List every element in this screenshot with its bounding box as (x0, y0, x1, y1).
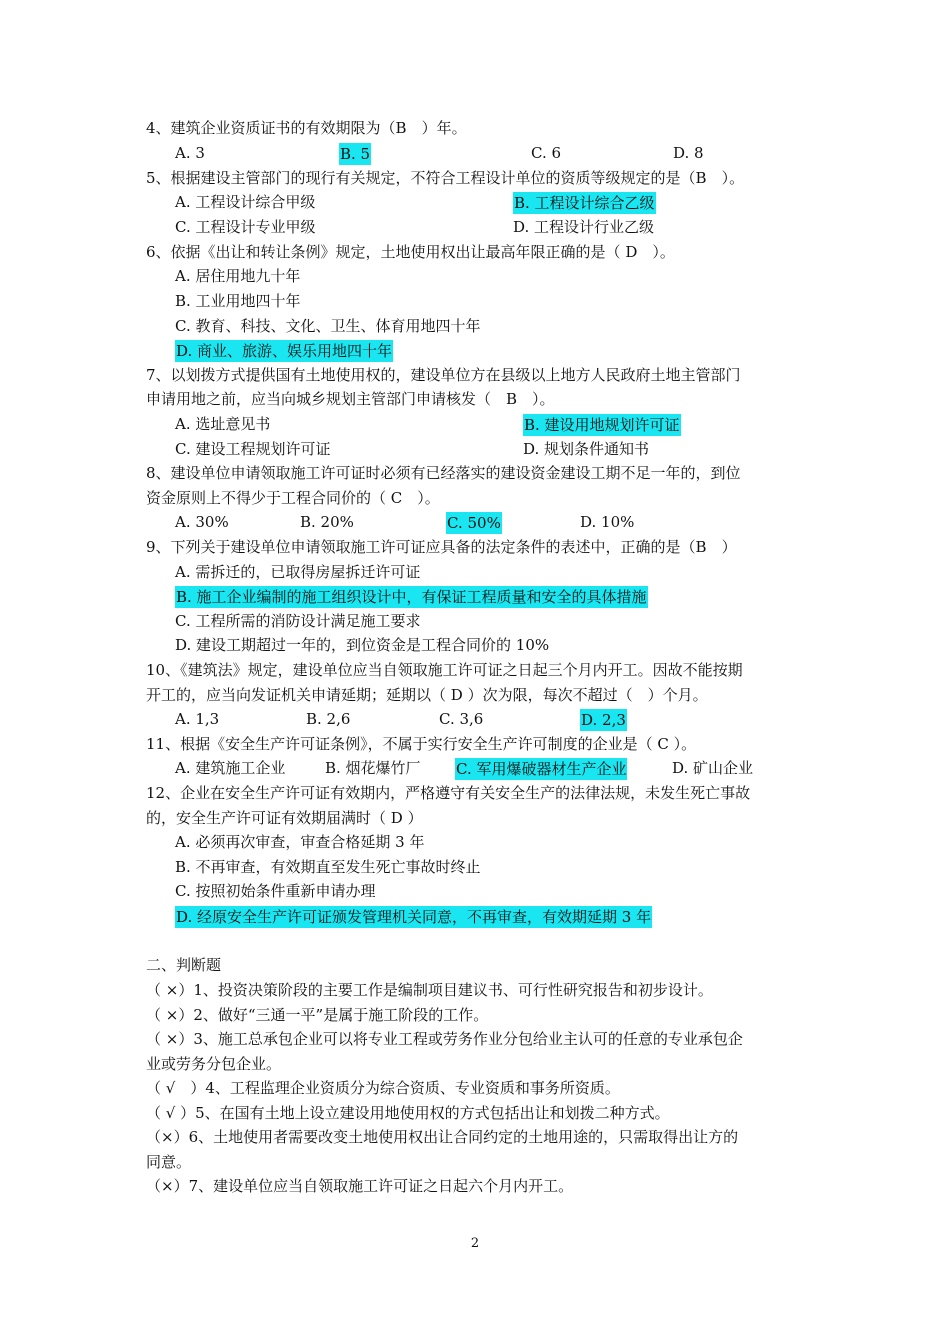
question-12-stem-line-2: 的，安全生产许可证有效期届满时（ D ） (146, 809, 423, 827)
question-7-stem-line-2: 申请用地之前，应当向城乡规划主管部门申请核发（ B ）。 (146, 390, 555, 408)
q7-option-d: D. 规划条件通知书 (523, 440, 650, 458)
q5-option-d: D. 工程设计行业乙级 (513, 218, 655, 236)
question-8-stem-line-1: 8、建设单位申请领取施工许可证时必须有已经落实的建设资金建设工期不足一年的，到位 (146, 464, 741, 482)
judgment-4: （ √ ）4、工程监理企业资质分为综合资质、专业资质和事务所资质。 (146, 1079, 620, 1097)
q10-option-d-highlighted: D. 2,3 (581, 711, 626, 729)
q11-option-c-highlighted: C. 军用爆破器材生产企业 (456, 760, 627, 778)
q6-option-b: B. 工业用地四十年 (175, 292, 301, 310)
q6-option-a: A. 居住用地九十年 (175, 267, 301, 285)
q12-option-b: B. 不再审查，有效期直至发生死亡事故时终止 (175, 858, 481, 876)
q11-option-d: D. 矿山企业 (672, 759, 754, 777)
question-8-stem-line-2: 资金原则上不得少于工程合同价的（ C ）。 (146, 489, 440, 507)
q7-option-a: A. 选址意见书 (175, 415, 271, 433)
q6-option-c: C. 教育、科技、文化、卫生、体育用地四十年 (175, 317, 481, 335)
q8-option-b: B. 20% (300, 513, 354, 531)
q7-option-c: C. 建设工程规划许可证 (175, 440, 331, 458)
q5-option-c: C. 工程设计专业甲级 (175, 218, 316, 236)
question-4-stem: 4、建筑企业资质证书的有效期限为（B ）年。 (146, 119, 467, 137)
question-10-stem-line-1: 10、《建筑法》规定，建设单位应当自领取施工许可证之日起三个月内开工。因故不能按期 (146, 661, 743, 679)
q10-option-b: B. 2,6 (306, 710, 351, 728)
judgment-1: （ ×）1、投资决策阶段的主要工作是编制项目建议书、可行性研究报告和初步设计。 (146, 981, 713, 999)
question-11-stem: 11、根据《安全生产许可证条例》，不属于实行安全生产许可制度的企业是（ C ）。 (146, 735, 697, 753)
q4-option-a: A. 3 (175, 144, 205, 162)
q5-option-a: A. 工程设计综合甲级 (175, 193, 316, 211)
q12-option-d-highlighted: D. 经原安全生产许可证颁发管理机关同意，不再审查，有效期延期 3 年 (176, 908, 652, 926)
judgment-3-line-1: （ ×）3、施工总承包企业可以将专业工程或劳务作业分包给业主认可的任意的专业承包企 (146, 1030, 743, 1048)
q6-option-d-highlighted: D. 商业、旅游、娱乐用地四十年 (176, 342, 393, 360)
q9-option-c: C. 工程所需的消防设计满足施工要求 (175, 612, 421, 630)
q12-option-c: C. 按照初始条件重新申请办理 (175, 882, 376, 900)
q10-option-c: C. 3,6 (439, 710, 484, 728)
q9-option-d: D. 建设工期超过一年的，到位资金是工程合同价的 10% (175, 636, 550, 654)
judgment-3-line-2: 业或劳务分包企业。 (146, 1055, 282, 1073)
q9-option-b-highlighted: B. 施工企业编制的施工组织设计中，有保证工程质量和安全的具体措施 (176, 588, 647, 606)
judgment-6-line-1: （×）6、土地使用者需要改变土地使用权出让合同约定的土地用途的，只需取得出让方的 (146, 1128, 739, 1146)
judgment-5: （ √ ）5、在国有土地上设立建设用地使用权的方式包括出让和划拨二种方式。 (146, 1104, 670, 1122)
q11-option-b: B. 烟花爆竹厂 (325, 759, 421, 777)
judgment-7: （×）7、建设单位应当自领取施工许可证之日起六个月内开工。 (146, 1177, 574, 1195)
section-title-judgment: 二、判断题 (146, 956, 222, 974)
q8-option-a: A. 30% (175, 513, 229, 531)
judgment-2: （ ×）2、做好“三通一平”是属于施工阶段的工作。 (146, 1006, 489, 1024)
page-number: 2 (470, 1236, 480, 1251)
q5-option-b-highlighted: B. 工程设计综合乙级 (514, 194, 655, 212)
q4-option-c: C. 6 (531, 144, 562, 162)
judgment-6-line-2: 同意。 (146, 1153, 192, 1171)
q8-option-c-highlighted: C. 50% (447, 514, 501, 532)
question-10-stem-line-2: 开工的，应当向发证机关申请延期；延期以（ D ）次为限，每次不超过（ ）个月。 (146, 686, 708, 704)
q4-option-d: D. 8 (673, 144, 704, 162)
question-9-stem: 9、下列关于建设单位申请领取施工许可证应具备的法定条件的表述中，正确的是（B ） (146, 538, 737, 556)
question-6-stem: 6、依据《出让和转让条例》规定，土地使用权出让最高年限正确的是（ D ）。 (146, 243, 675, 261)
question-7-stem-line-1: 7、以划拨方式提供国有土地使用权的，建设单位方在县级以上地方人民政府土地主管部门 (146, 366, 741, 384)
q8-option-d: D. 10% (580, 513, 635, 531)
q4-option-b-highlighted: B. 5 (340, 145, 371, 163)
q9-option-a: A. 需拆迁的，已取得房屋拆迁许可证 (175, 563, 421, 581)
question-12-stem-line-1: 12、企业在安全生产许可证有效期内，严格遵守有关安全生产的法律法规，未发生死亡事故 (146, 784, 751, 802)
q11-option-a: A. 建筑施工企业 (175, 759, 286, 777)
q10-option-a: A. 1,3 (175, 710, 220, 728)
q12-option-a: A. 必须再次审查，审查合格延期 3 年 (175, 833, 425, 851)
question-5-stem: 5、根据建设主管部门的现行有关规定，不符合工程设计单位的资质等级规定的是（B ）。 (146, 169, 745, 187)
q7-option-b-highlighted: B. 建设用地规划许可证 (524, 416, 680, 434)
